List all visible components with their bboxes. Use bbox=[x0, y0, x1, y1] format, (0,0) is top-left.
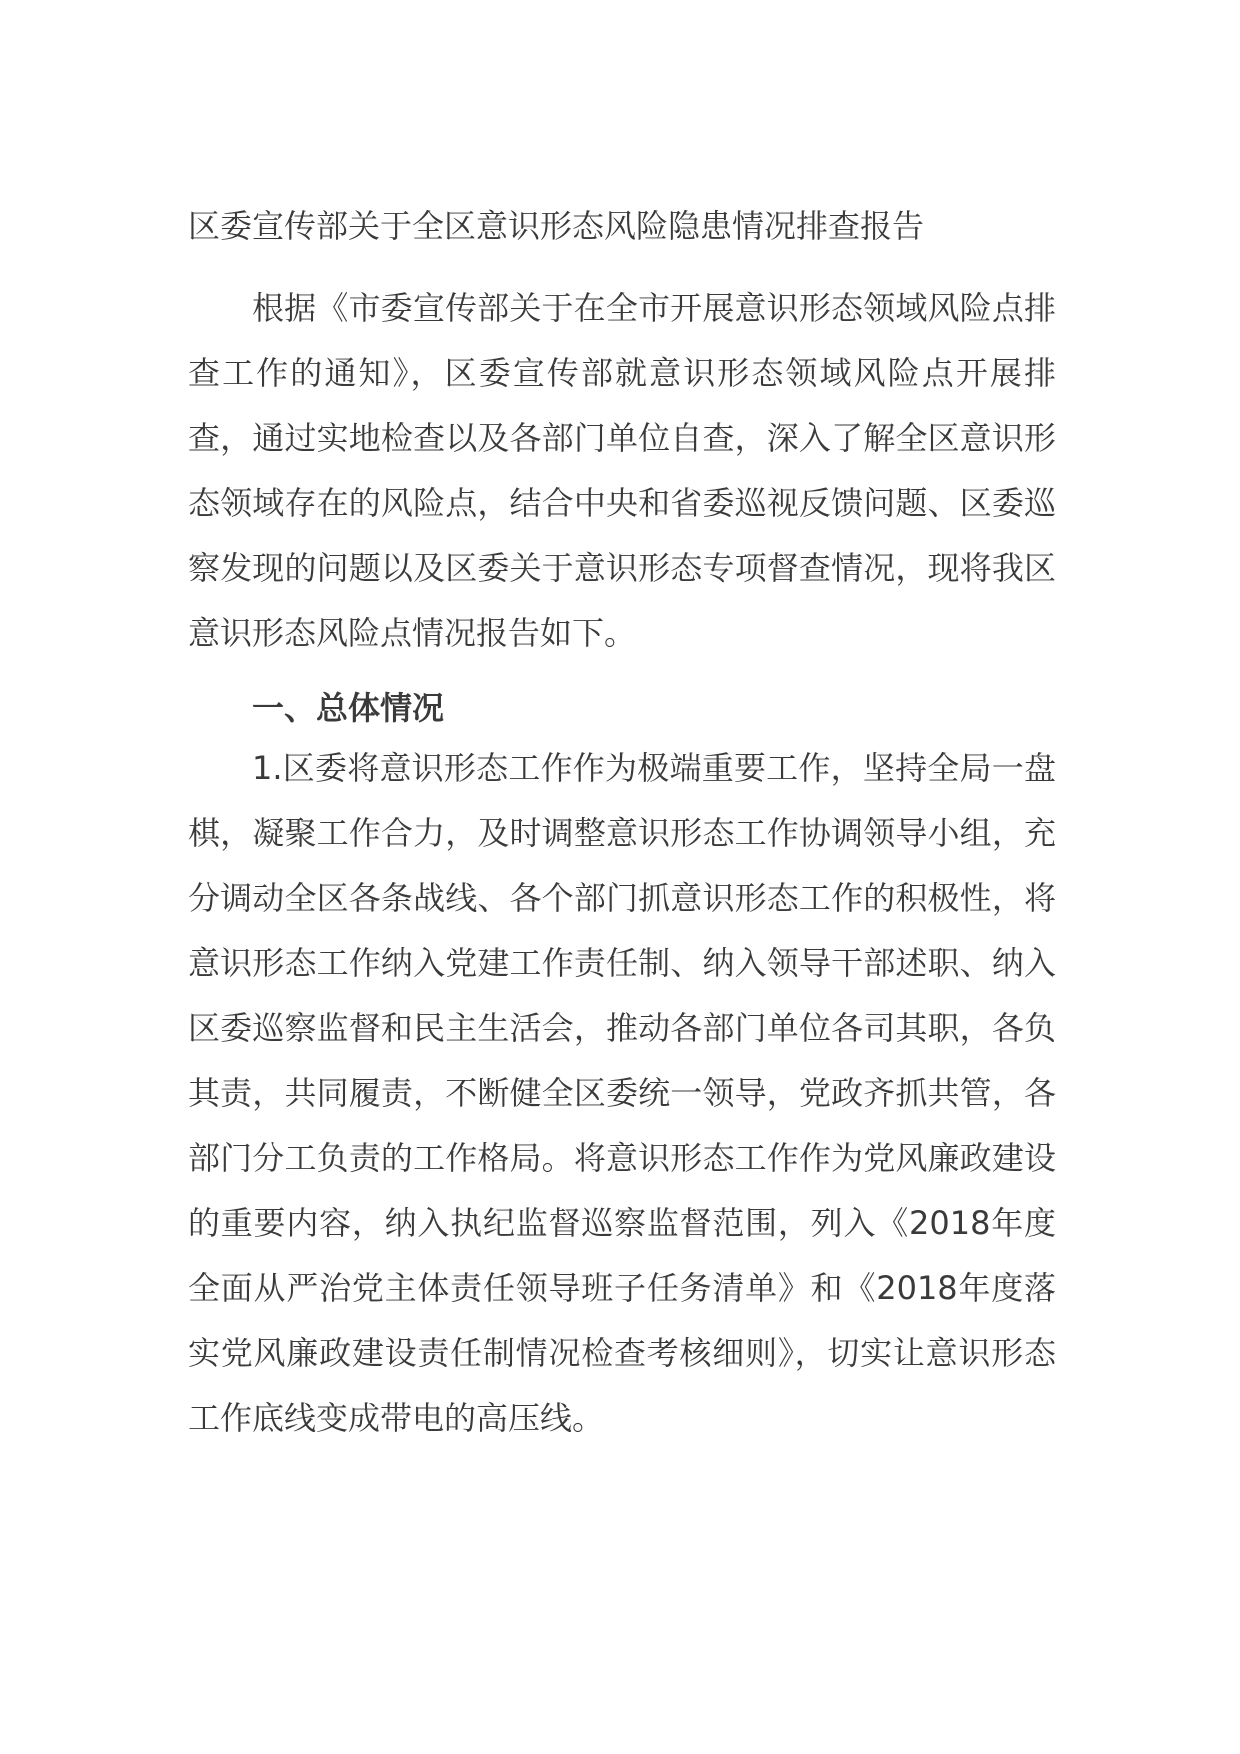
paragraph-item-1: 1.区委将意识形态工作作为极端重要工作，坚持全局一盘棋，凝聚工作合力，及时调整意识形态工作协调领导小组，充分调动全区各条战线、各个部门抓意识形态工作的积极性，将意识形态工作纳入党建工作责任制、纳入领导干部述职、纳入区委巡察监督和民主生活会，推动各部门单位各司其职，各负其责，共同履责，不断健全区委统一领导，党政齐抓共管，各部门分工负责的工作格局。将意识形态工作作为党风廉政建设的重要内容，纳入执纪监督巡察监督范围，列入《2018年度全面从严治党主体责任领导班子任务清单》和《2018年度落实党风廉政建设责任制情况检查考核细则》，切实让意识形态工作底线变成带电的高压线。 bbox=[188, 749, 1056, 1437]
section-heading-overall: 一、总体情况 bbox=[252, 689, 445, 727]
document-title: 区委宣传部关于全区意识形态风险隐患情况排查报告 bbox=[188, 207, 925, 245]
intro-paragraph: 根据《市委宣传部关于在全市开展意识形态领域风险点排查工作的通知》，区委宣传部就意识形态领域风险点开展排查，通过实地检查以及各部门单位自查，深入了解全区意识形态领域存在的风险点，结合中央和省委巡视反馈问题、区委巡察发现的问题以及区委关于意识形态专项督查情况，现将我区意识形态风险点情况报告如下。 bbox=[188, 289, 1056, 652]
